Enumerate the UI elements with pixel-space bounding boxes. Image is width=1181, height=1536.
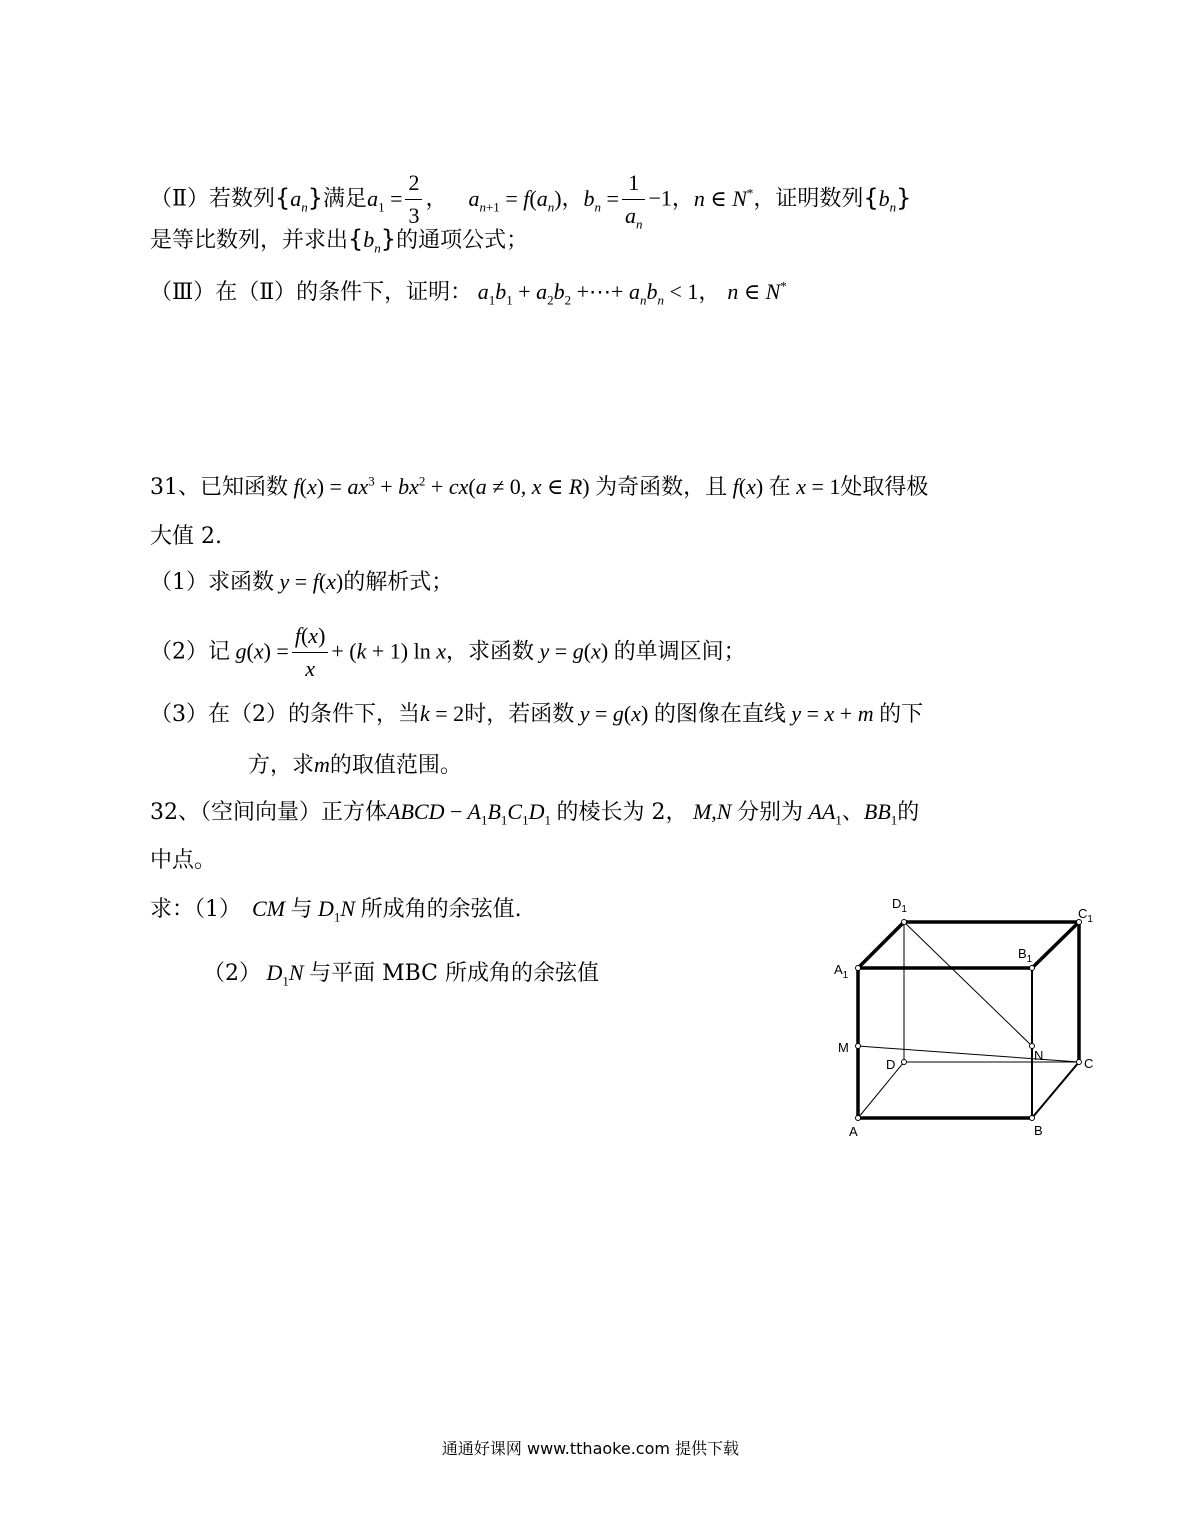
math-n-in-N: n ∈ N*: [693, 185, 754, 211]
math-bn-set: $\{b_n\}$: [348, 225, 397, 256]
math-n-in-N: n ∈ N*: [727, 278, 787, 304]
label-c1: $C_1$: [1078, 906, 1093, 925]
p30-part2-label: （Ⅱ）: [150, 186, 209, 212]
p31-text: 的单调区间；: [613, 639, 746, 665]
p32-ask-label: 求：（1）: [150, 897, 241, 922]
p32-text: 所成角的余弦值.: [360, 897, 522, 922]
label-c: C: [1084, 1056, 1094, 1071]
p31-q1-label: （1）: [150, 570, 208, 595]
p30-part2-line1: （Ⅱ）若数列$\{a_n\}$满足$a_1$ = $\frac{2}{3}$ ， $a_{n+1} = f(a_n)$，$b_n$ = $\frac{1}{a_n}$ −1，n ∈ N*，证明数列$\{b_n\}$: [150, 167, 911, 232]
p32-q2-label: （2）: [203, 961, 261, 986]
p32-intro-line1: [150, 797, 919, 828]
fraction-fx-x: $\frac{f(x)}{x}$: [292, 620, 329, 685]
p32-q1: [150, 894, 522, 925]
p32-q2: [203, 958, 599, 989]
label-m: M: [838, 1040, 849, 1055]
math-a1-eq: $a_1$ =: [367, 185, 403, 214]
p30-part2-line2: [150, 224, 528, 256]
math-f-def: $f(x) = ax^3 + bx^2 + cx(a \ne 0$, x ∈ R): [288, 473, 590, 499]
p31-q1: [150, 567, 453, 598]
p31-text: 为奇函数，且: [595, 475, 728, 500]
math-y-eq-gx: y = g(x): [534, 638, 609, 664]
math-bn-set: $\{b_n\}$: [863, 183, 912, 214]
math-y-eq-fx: y = f(x): [274, 569, 344, 594]
p31-text: 时，若函数: [464, 702, 575, 727]
p30-part3-line: （Ⅲ）在（Ⅱ）的条件下，证明： $a_1b_1 + a_2b_2$ +⋯+ $a_nb_n < 1$， n ∈ N*: [150, 278, 787, 308]
p31-text: 在: [768, 475, 791, 500]
label-d1: $D_1$: [892, 896, 907, 915]
p32-text: （空间向量）正方体: [200, 800, 388, 825]
p30-text: 的通项公式；: [396, 228, 529, 253]
math-m: m: [314, 752, 330, 777]
vertex-d1: [902, 920, 907, 925]
p30-text: 满足: [323, 186, 368, 212]
math-an-set: $\{a_n\}$: [274, 183, 324, 214]
vertex-b1: [1030, 966, 1035, 971]
edge-b-c: [1032, 1062, 1079, 1118]
p31-q3-line2: [248, 750, 462, 781]
vertex-a1: [856, 966, 861, 971]
p31-intro-line2: [150, 522, 222, 552]
p32-text: 的: [897, 800, 920, 825]
p31-text: 记: [208, 639, 231, 665]
p31-text: 的取值范围。: [329, 753, 462, 778]
p31-q2: （2）记 g(x) = $\frac{f(x)}{x}$ + (k + 1) ln x，求函数 y = g(x) 的单调区间；: [150, 620, 746, 685]
math-cm: CM: [241, 896, 291, 921]
p32-text: 、: [841, 800, 864, 825]
p31-text: 的图像在直线: [653, 702, 786, 727]
label-n: N: [1034, 1048, 1044, 1063]
vertex-a: [856, 1116, 861, 1121]
math-k-eq-2: k = 2: [420, 701, 465, 726]
math-bb1: $BB_1$: [863, 799, 898, 828]
p32-text: 与平面 MBC 所成角的余弦值: [309, 961, 599, 986]
p31-text: 在（2）的条件下，当: [208, 702, 420, 727]
p31-text: 的下: [879, 702, 924, 727]
label-d: D: [886, 1057, 896, 1072]
math-aa1: $AA_1$: [803, 799, 842, 828]
math-fx: f(x): [727, 474, 764, 499]
p30-text: ，证明数列: [753, 186, 864, 212]
edge-b1-c1: [1032, 922, 1079, 968]
p31-q2-label: （2）: [150, 639, 208, 665]
edge-a1-d1: [858, 922, 904, 968]
point-m: [856, 1044, 861, 1049]
math-d1n: $D_1N$: [312, 896, 361, 925]
p32-intro-line2: [150, 846, 216, 876]
label-b: B: [1034, 1123, 1043, 1138]
p32-text: 分别为: [736, 800, 803, 825]
math-x-eq-1: x = 1: [790, 474, 841, 499]
label-a: A: [849, 1124, 858, 1139]
p31-text: 求函数: [208, 570, 275, 595]
p31-q3-line1: [150, 699, 923, 730]
p31-text: 处取得极: [840, 475, 929, 500]
math-sum-inequality: $a_1b_1 + a_2b_2$ +⋯+ $a_nb_n < 1$: [472, 279, 699, 308]
p31-number: 31、: [150, 475, 200, 500]
vertex-b: [1030, 1116, 1035, 1121]
math-g-def: g(x) =: [230, 638, 289, 664]
cube-figure: [820, 880, 1110, 1150]
fraction-2-3: $\frac{2}{3}$: [405, 167, 422, 232]
p31-text: 的解析式；: [343, 570, 454, 595]
math-recurrence: $a_{n+1} = f(a_n)$: [468, 185, 562, 214]
p31-text: 方，求: [248, 753, 315, 778]
p31-text: ，求函数: [446, 639, 535, 665]
segment-d1-n: [904, 922, 1032, 1046]
p32-text: 与: [290, 897, 313, 922]
p30-part3-label: （Ⅲ）: [150, 280, 216, 305]
vertex-c: [1077, 1060, 1082, 1065]
fraction-1-an: $\frac{1}{a_n}$: [622, 167, 646, 232]
label-b1: $B_1$: [1018, 946, 1033, 965]
p31-intro-line1: [150, 472, 928, 503]
p31-text: 已知函数: [200, 475, 289, 500]
p32-text: 中点。: [150, 848, 217, 873]
math-line-y-x-m: y = x + m: [785, 701, 880, 726]
math-y-eq-gx: y = g(x): [574, 701, 649, 726]
math-m-n: M,N: [687, 799, 737, 824]
edge-a-d: [858, 1062, 904, 1118]
math-bn-def: $b_n$ =: [583, 185, 619, 214]
p30-text: 在（Ⅱ）的条件下，证明：: [215, 280, 473, 305]
vertex-d: [902, 1060, 907, 1065]
footer-source: 通通好课网 www.tthaoke.com 提供下载: [441, 1439, 740, 1458]
p32-text: 的棱长为 2，: [556, 800, 688, 825]
p32-number: 32、: [150, 800, 200, 825]
label-a1: $A_1$: [834, 962, 849, 981]
math-d1n: $D_1N$: [261, 960, 310, 989]
p31-q3-label: （3）: [150, 702, 208, 727]
p30-text: 若数列: [208, 186, 275, 212]
math-cube-name: ABCD − $A_1B_1C_1D_1$: [387, 799, 551, 828]
p31-text: 大值 2.: [150, 524, 222, 549]
p30-text: 是等比数列，并求出: [150, 228, 349, 253]
